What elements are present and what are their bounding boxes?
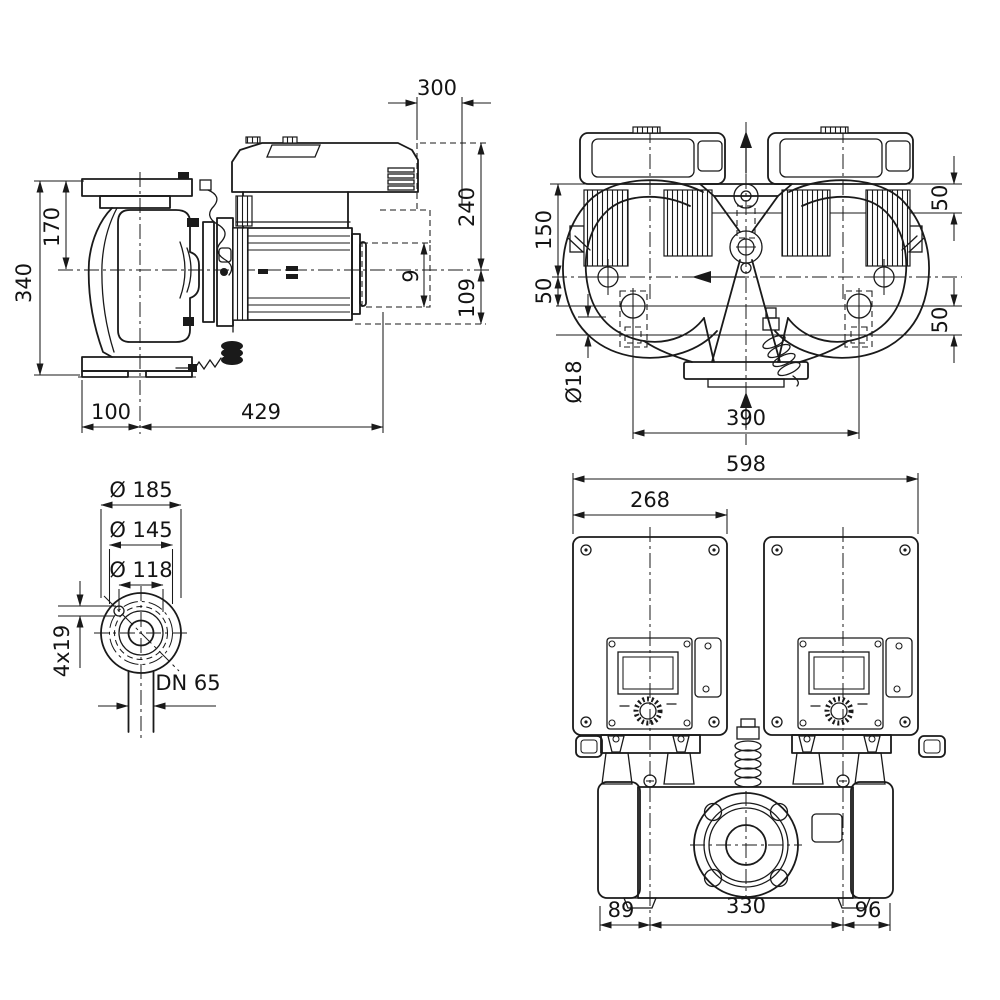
dim-label-268: 268 xyxy=(629,488,671,512)
dim-top-spacings xyxy=(600,894,890,931)
electronic-module xyxy=(232,137,418,228)
dim-label-150: 150 xyxy=(532,209,556,251)
dim-label-9: 9 xyxy=(399,269,423,283)
front-view xyxy=(532,122,962,445)
dim-label-50-left: 50 xyxy=(532,277,556,305)
sensor-cable-coil xyxy=(200,180,232,275)
module-header xyxy=(580,127,725,184)
motor xyxy=(233,228,366,320)
dim-flange-dn xyxy=(98,671,221,706)
support-leg xyxy=(664,753,694,784)
flange-view xyxy=(50,478,221,742)
dim-label-240: 240 xyxy=(455,186,479,228)
dim-front-foot-hole xyxy=(562,294,606,404)
dim-label-o118: Ø 118 xyxy=(109,558,173,582)
dim-side-heights xyxy=(12,181,84,375)
dim-label-390: 390 xyxy=(725,406,767,430)
dim-side-gap xyxy=(399,243,424,307)
top-cable-coil xyxy=(735,719,761,787)
dim-label-598: 598 xyxy=(725,452,767,476)
dim-label-300: 300 xyxy=(416,76,458,100)
dim-label-170: 170 xyxy=(40,206,64,248)
display xyxy=(618,652,678,694)
dim-label-340: 340 xyxy=(12,262,36,304)
pump-volute xyxy=(78,172,199,377)
dim-label-330: 330 xyxy=(725,894,767,918)
dim-side-240-109 xyxy=(455,143,481,324)
dim-label-4x19: 4x19 xyxy=(50,624,74,678)
dim-label-89: 89 xyxy=(607,898,635,922)
dim-top-widths xyxy=(573,452,918,534)
drain-cable-coil xyxy=(176,320,243,372)
dim-label-50-right-lower: 50 xyxy=(928,306,952,334)
support-leg xyxy=(602,753,632,784)
fin-block xyxy=(782,190,830,256)
dim-flange-bolt-holes xyxy=(50,581,116,677)
dim-label-429: 429 xyxy=(240,400,282,424)
dim-label-dn65: DN 65 xyxy=(155,671,221,695)
pump-body xyxy=(598,775,893,908)
outer-bracket xyxy=(919,736,945,757)
dim-front-right xyxy=(928,156,954,363)
dim-label-o18: Ø18 xyxy=(562,360,586,404)
dim-front-left xyxy=(532,184,558,306)
dim-label-50-right-upper: 50 xyxy=(928,184,952,212)
dim-label-o145: Ø 145 xyxy=(109,518,173,542)
dim-label-109: 109 xyxy=(455,277,479,319)
dim-label-96: 96 xyxy=(854,898,882,922)
top-view xyxy=(573,452,945,931)
outer-bracket xyxy=(576,736,602,757)
side-panel xyxy=(695,638,721,697)
dim-label-o185: Ø 185 xyxy=(109,478,173,502)
dim-label-100: 100 xyxy=(90,400,132,424)
flow-arrow-up-top xyxy=(740,131,752,173)
side-view xyxy=(12,76,491,434)
